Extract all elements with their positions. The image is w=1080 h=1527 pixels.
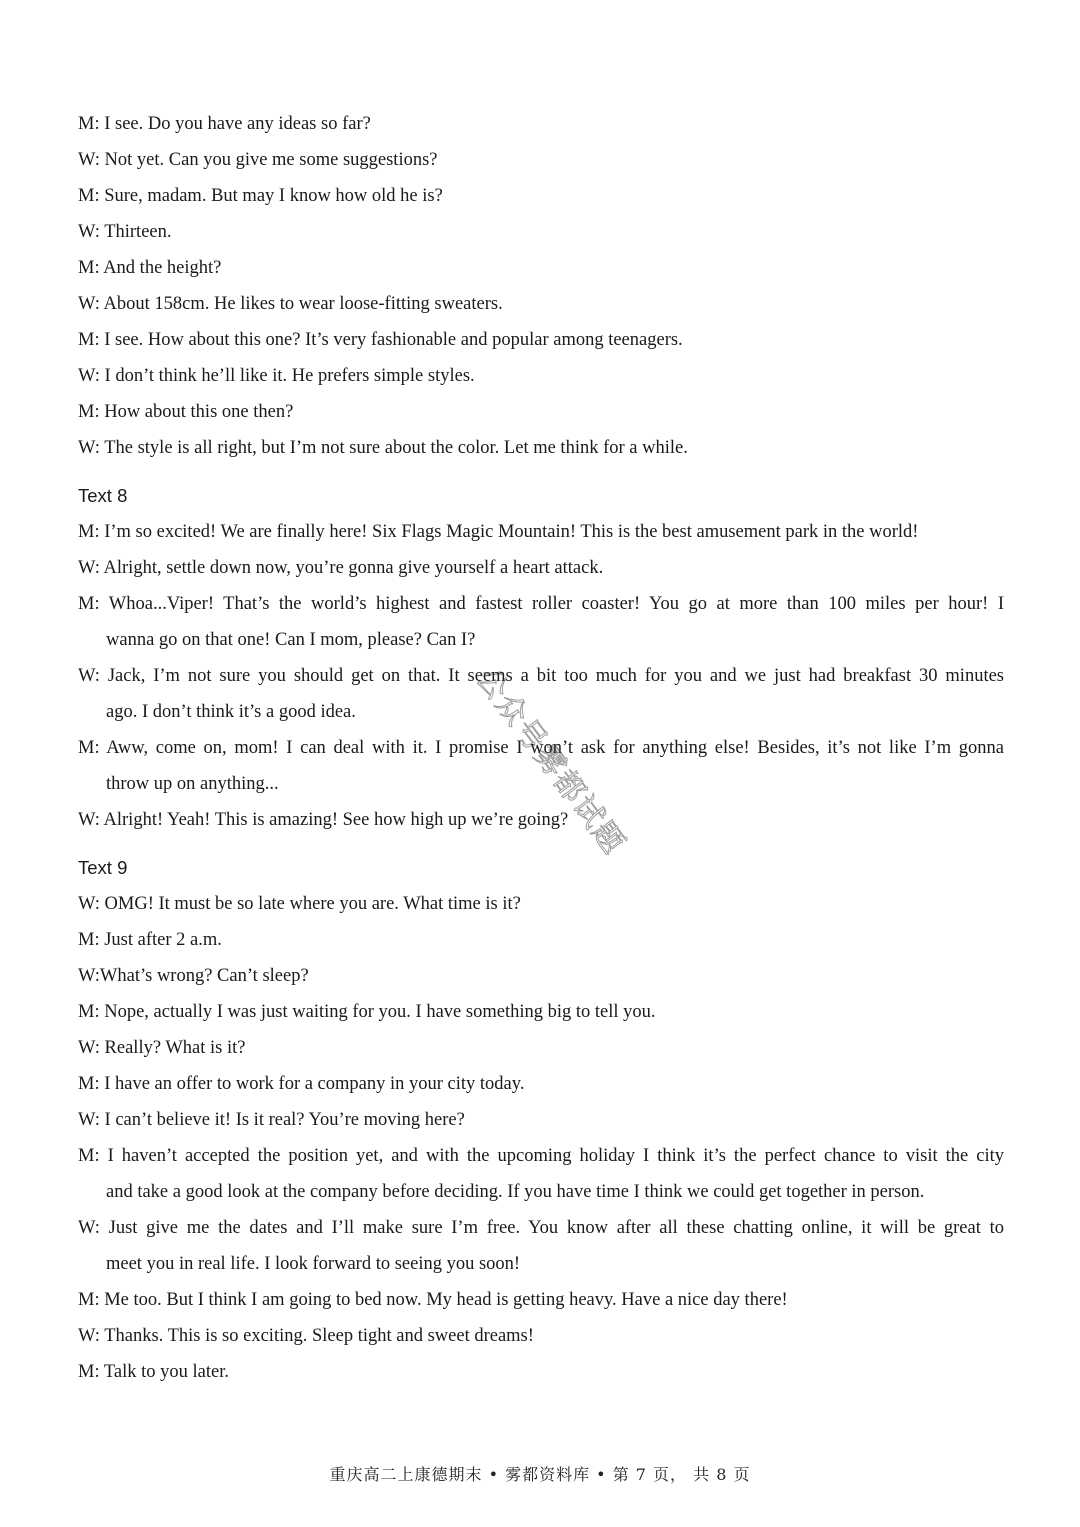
watermark: 公众号雾都试题 xyxy=(469,661,632,862)
dialogue-line: W: Thirteen. xyxy=(78,222,172,242)
section-heading-text9: Text 9 xyxy=(78,857,128,878)
dialogue-line: M: Whoa...Viper! That’s the world’s highest and fastest roller coaster! You go at more than 100 miles per hour! I xyxy=(78,594,1004,614)
dialogue-line: W: Just give me the dates and I’ll make sure I’m free. You know after all these chatting online, it will be great to xyxy=(78,1218,1004,1238)
dialogue-line: W: I can’t believe it! Is it real? You’re moving here? xyxy=(78,1110,465,1130)
dialogue-line: M: Me too. But I think I am going to bed now. My head is getting heavy. Have a nice day there! xyxy=(78,1290,788,1310)
dialogue-line-continuation: and take a good look at the company before deciding. If you have time I think we could get together in person. xyxy=(106,1182,925,1202)
dialogue-line: W: The style is all right, but I’m not sure about the color. Let me think for a while. xyxy=(78,438,688,458)
dialogue-line: W: Alright, settle down now, you’re gonna give yourself a heart attack. xyxy=(78,558,604,578)
dialogue-line: W: I don’t think he’ll like it. He prefers simple styles. xyxy=(78,366,475,386)
dialogue-line: M: I haven’t accepted the position yet, and with the upcoming holiday I think it’s the perfect chance to visit the city xyxy=(78,1146,1004,1166)
dialogue-line-continuation: throw up on anything... xyxy=(106,774,279,794)
dialogue-line: M: How about this one then? xyxy=(78,402,294,422)
dialogue-line-continuation: ago. I don’t think it’s a good idea. xyxy=(106,702,356,722)
dialogue-line: M: Nope, actually I was just waiting for you. I have something big to tell you. xyxy=(78,1002,656,1022)
section-heading-text8: Text 8 xyxy=(78,485,128,506)
dialogue-line-continuation: wanna go on that one! Can I mom, please? Can I? xyxy=(106,630,476,650)
dialogue-line: W: Jack, I’m not sure you should get on that. It seems a bit too much for you and we just had breakfast 30 minutes xyxy=(78,666,1004,686)
dialogue-line: W: Thanks. This is so exciting. Sleep tight and sweet dreams! xyxy=(78,1326,534,1346)
dialogue-line: W: Really? What is it? xyxy=(78,1038,246,1058)
dialogue-line: W: About 158cm. He likes to wear loose-fitting sweaters. xyxy=(78,294,503,314)
dialogue-line: M: Aww, come on, mom! I can deal with it. I promise I won’t ask for anything else! Besides, it’s not like I’m gonna xyxy=(78,738,1004,758)
dialogue-line: W: Alright! Yeah! This is amazing! See how high up we’re going? xyxy=(78,810,569,830)
dialogue-line-continuation: meet you in real life. I look forward to seeing you soon! xyxy=(106,1254,521,1274)
dialogue-line: M: I’m so excited! We are finally here! Six Flags Magic Mountain! This is the best amusement park in the world! xyxy=(78,522,919,542)
dialogue-line: M: Just after 2 a.m. xyxy=(78,930,222,950)
page-footer: 重庆高二上康德期末 • 雾都资料库 • 第 7 页， 共 8 页 xyxy=(329,1465,751,1484)
dialogue-line: M: I have an offer to work for a company in your city today. xyxy=(78,1074,525,1094)
dialogue-line: M: I see. How about this one? It’s very fashionable and popular among teenagers. xyxy=(78,330,683,350)
dialogue-line: M: I see. Do you have any ideas so far? xyxy=(78,114,371,134)
dialogue-line: W: OMG! It must be so late where you are. What time is it? xyxy=(78,894,521,914)
dialogue-line: W: Not yet. Can you give me some suggestions? xyxy=(78,150,438,170)
dialogue-line: M: Talk to you later. xyxy=(78,1362,229,1382)
dialogue-line: M: Sure, madam. But may I know how old he is? xyxy=(78,186,443,206)
dialogue-line: W:What’s wrong? Can’t sleep? xyxy=(78,966,309,986)
dialogue-line: M: And the height? xyxy=(78,258,222,278)
